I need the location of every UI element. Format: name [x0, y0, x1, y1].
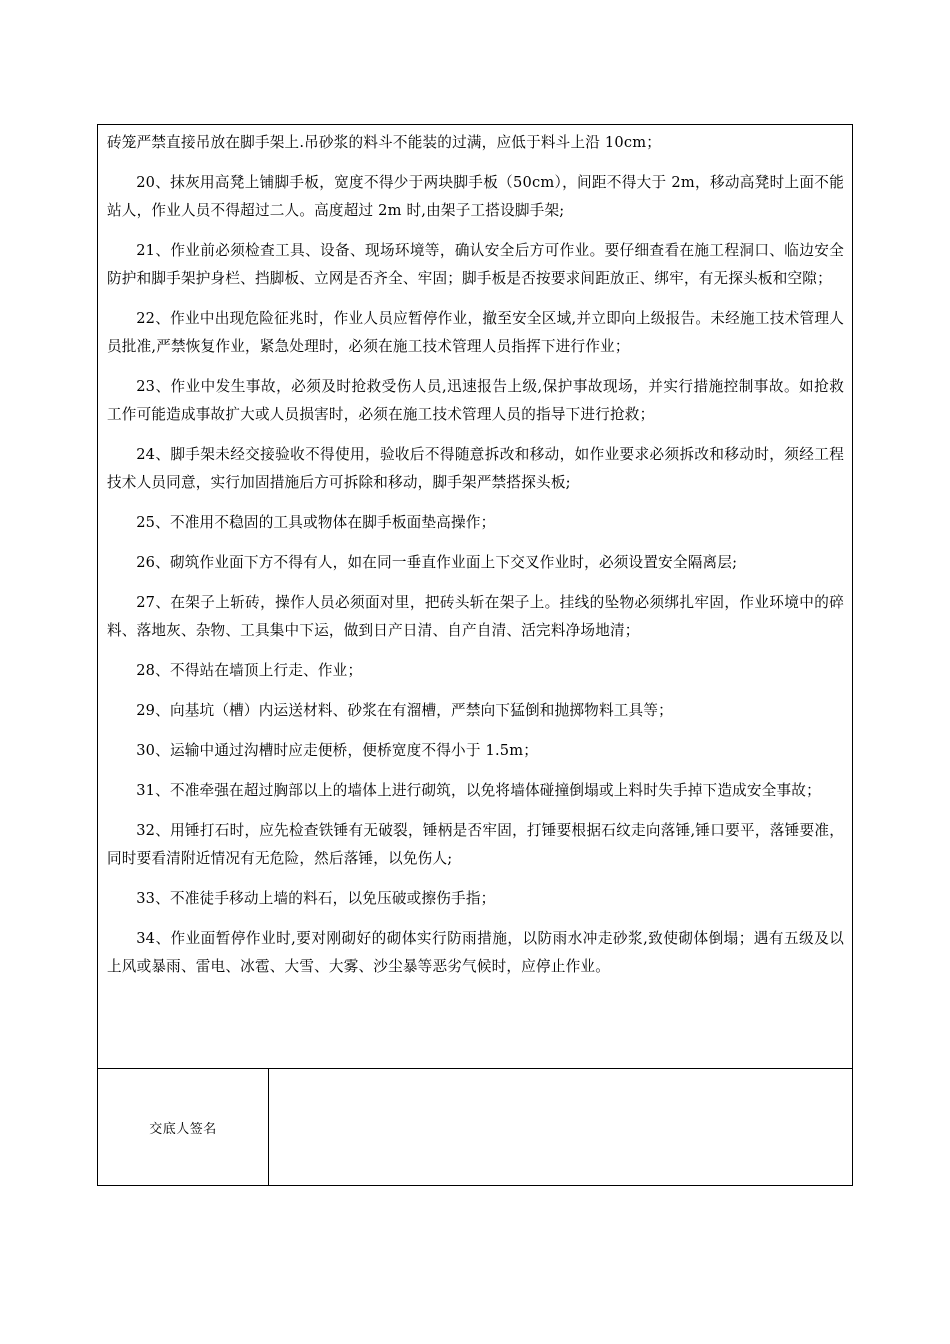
paragraph-item-34: 34、作业面暂停作业时,要对刚砌好的砌体实行防雨措施，以防雨水冲走砂浆,致使砌体倒塌；遇有五级及以上风或暴雨、雷电、冰雹、大雪、大雾、沙尘暴等恶劣气候时，应停止作业。 [107, 930, 844, 975]
signature-field[interactable] [269, 1069, 852, 1185]
paragraph-item-28: 28、不得站在墙顶上行走、作业； [136, 662, 363, 679]
paragraph-continuation: 砖笼严禁直接吊放在脚手架上.吊砂浆的料斗不能装的过满，应低于料斗上沿 10cm； [107, 134, 662, 151]
paragraph-item-21: 21、作业前必须检查工具、设备、现场环境等，确认安全后方可作业。要仔细查看在施工程洞口、临边安全防护和脚手架护身栏、挡脚板、立网是否齐全、牢固；脚手板是否按要求间距放正、绑牢，有无探头板和空隙； [107, 242, 844, 287]
paragraph-item-27: 27、在架子上斩砖，操作人员必须面对里，把砖头斩在架子上。挂线的坠物必须绑扎牢固，作业环境中的碎料、落地灰、杂物、工具集中下运，做到日产日清、自产自清、活完料净场地清； [107, 594, 844, 639]
paragraph-item-26: 26、砌筑作业面下方不得有人，如在同一垂直作业面上下交叉作业时，必须设置安全隔离层; [136, 554, 738, 571]
paragraph-item-33: 33、不准徒手移动上墙的料石，以免压破或擦伤手指； [136, 890, 496, 907]
paragraph-item-29: 29、向基坑（槽）内运送材料、砂浆在有溜槽，严禁向下猛倒和抛掷物料工具等； [136, 702, 673, 719]
briefing-content-cell [98, 125, 852, 1069]
safety-briefing-table [97, 124, 853, 1186]
paragraph-item-22: 22、作业中出现危险征兆时，作业人员应暂停作业，撤至安全区域,并立即向上级报告。未经施工技术管理人员批准,严禁恢复作业，紧急处理时，必须在施工技术管理人员指挥下进行作业； [107, 310, 844, 355]
paragraph-item-31: 31、不准牵强在超过胸部以上的墙体上进行砌筑，以免将墙体碰撞倒塌或上料时失手掉下造成安全事故； [136, 782, 821, 799]
signature-label: 交底人签名 [98, 1069, 269, 1185]
paragraph-item-25: 25、不准用不稳固的工具或物体在脚手板面垫高操作； [136, 514, 496, 531]
paragraph-item-30: 30、运输中通过沟槽时应走便桥，便桥宽度不得小于 1.5m； [136, 742, 539, 759]
paragraph-item-24: 24、脚手架未经交接验收不得使用，验收后不得随意拆改和移动，如作业要求必须拆改和移动时，须经工程技术人员同意，实行加固措施后方可拆除和移动，脚手架严禁搭探头板; [107, 446, 844, 491]
paragraph-item-23: 23、作业中发生事故，必须及时抢救受伤人员,迅速报告上级,保护事故现场，并实行措施控制事故。如抢救工作可能造成事故扩大或人员损害时，必须在施工技术管理人员的指导下进行抢救； [107, 378, 844, 423]
signature-row [98, 1069, 852, 1185]
paragraph-item-20: 20、抹灰用高凳上铺脚手板，宽度不得少于两块脚手板（50cm），间距不得大于 2m，移动高凳时上面不能站人，作业人员不得超过二人。高度超过 2m 时,由架子工搭设脚手架; [107, 174, 844, 219]
paragraph-item-32: 32、用锤打石时，应先检查铁锤有无破裂，锤柄是否牢固，打锤要根据石纹走向落锤,锤口要平，落锤要准，同时要看清附近情况有无危险，然后落锤，以免伤人; [107, 822, 844, 867]
